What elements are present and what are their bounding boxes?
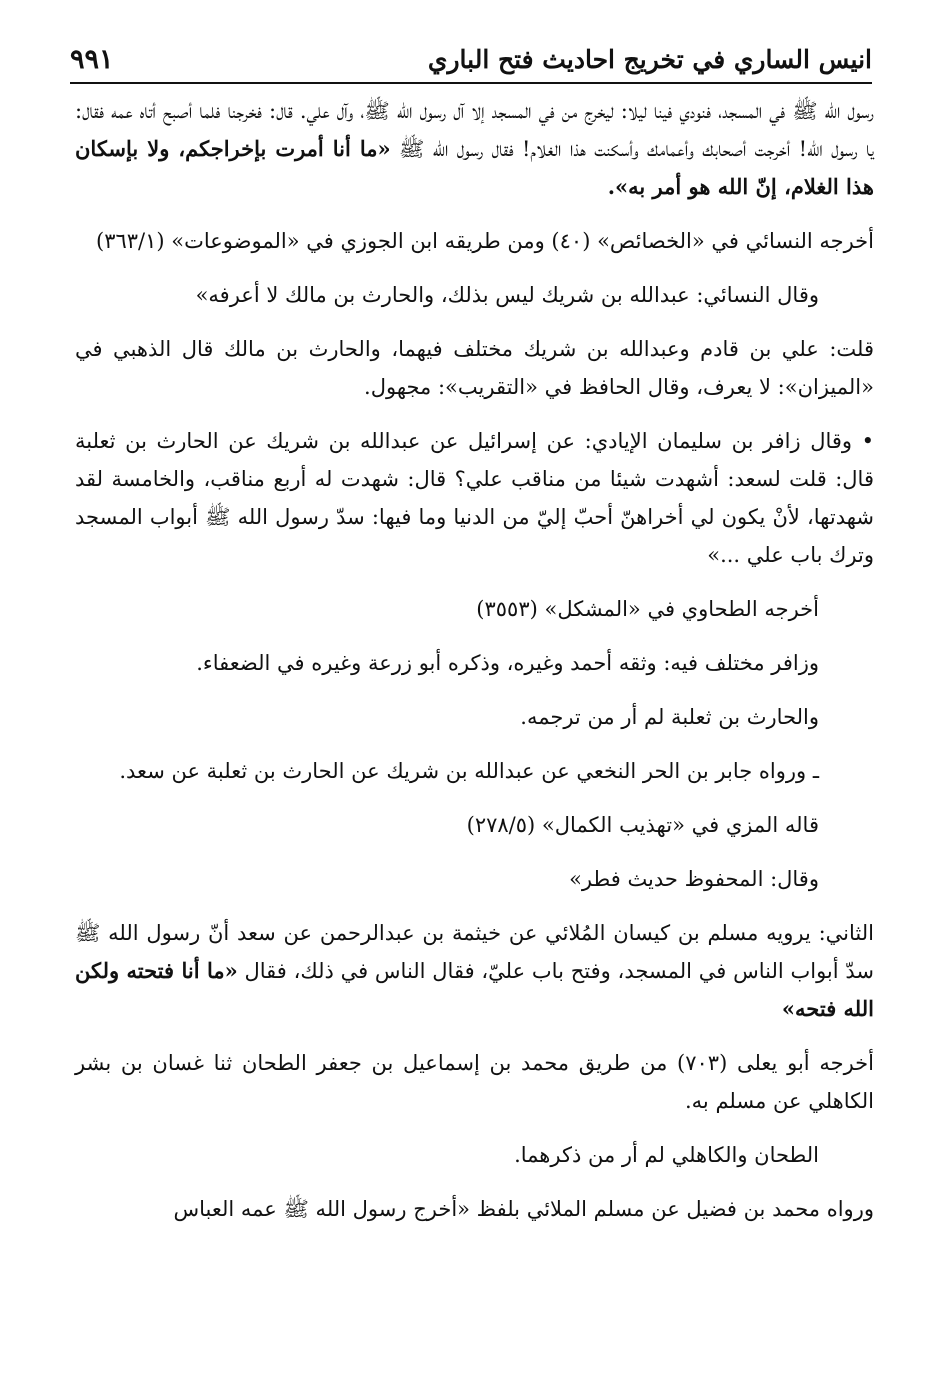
book-title: انيس الساري في تخريج احاديث فتح الباري	[427, 44, 872, 74]
paragraph: وقال النسائي: عبدالله بن شريك ليس بذلك، والحارث بن مالك لا أعرفه»	[195, 283, 819, 307]
paragraph: ـ ورواه جابر بن الحر النخعي عن عبدالله بن شريك عن الحارث بن ثعلبة عن سعد.	[119, 759, 819, 783]
page-number: ٩٩١	[70, 43, 114, 75]
paragraph: • وقال زافر بن سليمان الإيادي: عن إسرائيل عن عبدالله بن شريك عن الحارث بن ثعلبة قال: قلت لسعد: أشهدت شيئا من مناقب علي؟ قال: شهدت له أربع مناقب، والخامسة لقد شهدتها، لأنْ يكون لي أخراهنّ أحبّ إليّ من الدنيا وما فيها: سدّ رسول الله ﷺ أبواب المسجد وترك باب علي ...»	[75, 429, 874, 567]
paragraph: والحارث بن ثعلبة لم أر من ترجمه.	[520, 705, 819, 729]
paragraph: قاله المزي في «تهذيب الكمال» (٢٧٨/٥)	[466, 813, 819, 837]
paragraph: الثاني: يرويه مسلم بن كيسان المُلائي عن خيثمة بن عبدالرحمن عن سعد أنّ رسول الله ﷺ سدّ أبواب الناس في المسجد، وفتح باب عليّ، فقال الناس في ذلك، فقال «ما أنا فتحته ولكن الله فتحه»	[75, 921, 874, 1021]
running-header	[70, 36, 872, 84]
paragraph: وقال: المحفوظ حديث فطر»	[569, 867, 819, 891]
paragraph: أخرجه أبو يعلى (٧٠٣) من طريق محمد بن إسماعيل بن جعفر الطحان ثنا غسان بن بشر الكاهلي عن مسلم به.	[75, 1051, 874, 1113]
paragraph: أخرجه الطحاوي في «المشكل» (٣٥٥٣)	[476, 597, 819, 621]
page-body	[75, 92, 874, 1244]
paragraph: ورواه محمد بن فضيل عن مسلم الملائي بلفظ «أخرج رسول الله ﷺ عمه العباس	[173, 1197, 874, 1221]
paragraph: رسول الله ﷺ في المسجد، فنودي فينا ليلا: ليخرج من في المسجد إلا آل رسول الله ﷺ، وآل علي. قال: فخرجنا فلما أصبح أتاه عمه فقال: يا رسول الله! أخرجت أصحابك وأعمامك وأسكنت هذا الغلام! فقال رسول الله ﷺ «ما أنا أمرت بإخراجكم، ولا بإسكان هذا الغلام، إنّ الله هو أمر به».	[75, 99, 875, 199]
paragraph: أخرجه النسائي في «الخصائص» (٤٠) ومن طريقه ابن الجوزي في «الموضوعات» (٣٦٣/١)	[95, 229, 874, 253]
paragraph: الطحان والكاهلي لم أر من ذكرهما.	[514, 1143, 819, 1167]
paragraph: وزافر مختلف فيه: وثقه أحمد وغيره، وذكره أبو زرعة وغيره في الضعفاء.	[196, 651, 819, 675]
paragraph: قلت: علي بن قادم وعبدالله بن شريك مختلف فيهما، والحارث بن مالك قال الذهبي في «الميزان»: لا يعرف، وقال الحافظ في «التقريب»: مجهول.	[75, 337, 874, 399]
